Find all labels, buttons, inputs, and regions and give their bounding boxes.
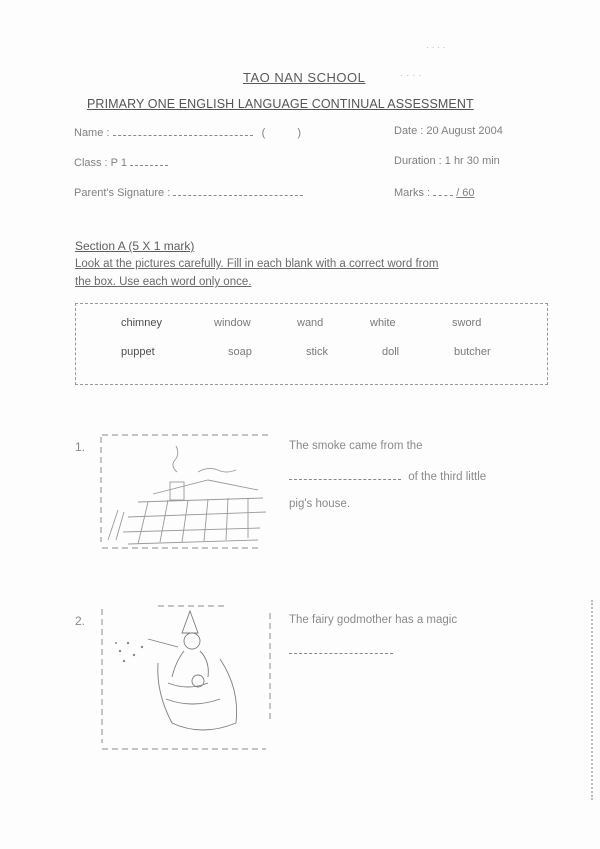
marks-blank[interactable] (433, 185, 453, 196)
duration-label: Duration : (394, 155, 442, 167)
word-butcher: butcher (454, 346, 491, 358)
marks-row (394, 185, 475, 199)
instruction-line-2: the box. Use each word only once. (75, 276, 252, 288)
question-2-line-2 (289, 643, 393, 657)
class-blank[interactable] (130, 155, 168, 166)
name-label: Name : (74, 127, 110, 139)
name-paren-close: ) (297, 127, 302, 139)
word-soap: soap (228, 346, 252, 358)
question-1-line-2 (289, 469, 486, 483)
instruction-line-1: Look at the pictures carefully. Fill in each blank with a correct word from (75, 258, 439, 270)
class-label: Class : P 1 (74, 157, 127, 169)
word-puppet: puppet (121, 346, 155, 358)
class-row (74, 155, 168, 169)
index-blank[interactable] (268, 125, 294, 136)
question-1-line-1: The smoke came from the (289, 440, 423, 452)
question-2-line-1: The fairy godmother has a magic (289, 614, 458, 626)
duration-value: 1 hr 30 min (444, 155, 500, 167)
school-name: TAO NAN SCHOOL (243, 70, 366, 85)
word-white: white (370, 317, 396, 329)
parent-signature-row (74, 185, 303, 199)
date-row (394, 125, 503, 137)
word-doll: doll (382, 346, 400, 358)
section-a-title (75, 239, 194, 253)
fairy-godmother-picture (98, 603, 280, 753)
question-1-number: 1. (75, 440, 86, 454)
word-bank-box (75, 303, 548, 385)
question-2-number: 2. (75, 614, 86, 628)
parent-signature-label: Parent's Signature : (74, 187, 171, 199)
date-label: Date : (394, 125, 424, 137)
section-a-title-text: Section A (5 X 1 mark) (75, 239, 195, 253)
question-1-line-3: pig's house. (289, 498, 351, 510)
name-blank[interactable] (113, 125, 253, 136)
duration-row (394, 155, 500, 167)
name-row (74, 125, 301, 139)
word-window: window (214, 317, 251, 329)
assessment-title: PRIMARY ONE ENGLISH LANGUAGE CONTINUAL ASSESSMENT (87, 97, 474, 111)
house-roof-chimney-picture (98, 432, 280, 554)
marks-value: / 60 (456, 187, 475, 199)
scan-edge-line (591, 600, 595, 800)
name-paren-open: ( (261, 127, 266, 139)
marks-label: Marks : (394, 187, 431, 199)
word-stick: stick (306, 346, 328, 358)
word-sword: sword (452, 317, 482, 329)
question-2-answer-blank[interactable] (289, 643, 393, 654)
word-wand: wand (297, 317, 324, 329)
parent-signature-blank[interactable] (173, 185, 303, 196)
word-chimney: chimney (121, 317, 162, 329)
corner-mark: · · · · (426, 42, 446, 52)
question-1-line-2-text: of the third little (408, 471, 487, 483)
question-1-answer-blank[interactable] (289, 469, 401, 480)
date-value: 20 August 2004 (426, 125, 503, 137)
school-annotation: · · · · (400, 70, 422, 81)
